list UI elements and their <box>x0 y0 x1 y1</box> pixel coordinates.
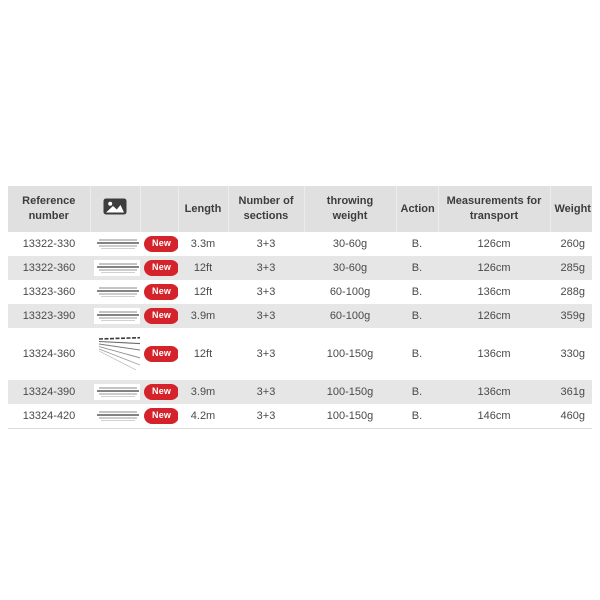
action-cell: B. <box>411 286 423 298</box>
column-header-transport: Measurements for transport <box>438 186 550 232</box>
new-badge: New <box>144 408 178 424</box>
sections-cell: 3+3 <box>256 262 276 274</box>
sections-cell: 3+3 <box>256 348 276 360</box>
rod-thumbnail[interactable] <box>94 408 140 424</box>
column-header-length: Length <box>178 186 228 232</box>
ref-cell: 13323-360 <box>22 286 76 298</box>
weight-cell: 330g <box>560 348 585 360</box>
table-row <box>8 380 592 404</box>
sections-cell: 3+3 <box>256 310 276 322</box>
weight-cell: 361g <box>560 386 585 398</box>
new-badge: New <box>144 284 178 300</box>
ref-cell: 13324-420 <box>22 410 76 422</box>
weight-cell: 260g <box>560 238 585 250</box>
length-cell: 12ft <box>193 286 213 298</box>
rod-thumbnail[interactable] <box>94 284 140 300</box>
product-table-container <box>8 186 592 429</box>
new-badge: New <box>144 346 178 362</box>
column-header-image <box>90 186 140 232</box>
length-cell: 12ft <box>193 348 213 360</box>
product-table <box>8 186 592 429</box>
column-header-sections: Number of sections <box>228 186 304 232</box>
transport-cell: 126cm <box>477 262 511 274</box>
new-badge-cell <box>140 256 178 280</box>
sections-cell: 3+3 <box>256 410 276 422</box>
new-badge: New <box>144 308 178 324</box>
column-header-throwing: throwing weight <box>304 186 396 232</box>
column-header-ref: Reference number <box>8 186 90 232</box>
new-badge-cell <box>140 328 178 380</box>
throwing-cell: 30-60g <box>332 262 368 274</box>
action-cell: B. <box>411 410 423 422</box>
weight-cell: 359g <box>560 310 585 322</box>
table-row <box>8 256 592 280</box>
action-cell: B. <box>411 310 423 322</box>
throwing-cell: 100-150g <box>326 386 374 398</box>
product-thumbnail-cell <box>90 232 140 256</box>
new-badge: New <box>144 384 178 400</box>
action-cell: B. <box>411 238 423 250</box>
product-thumbnail-cell <box>90 328 140 380</box>
column-header-badge-spacer <box>140 186 178 232</box>
throwing-cell: 60-100g <box>329 286 371 298</box>
new-badge-cell <box>140 280 178 304</box>
transport-cell: 136cm <box>477 386 511 398</box>
table-row <box>8 280 592 304</box>
sections-cell: 3+3 <box>256 238 276 250</box>
new-badge-cell <box>140 380 178 404</box>
ref-cell: 13323-390 <box>22 310 76 322</box>
ref-cell: 13322-360 <box>22 262 76 274</box>
product-thumbnail-cell <box>90 256 140 280</box>
action-cell: B. <box>411 386 423 398</box>
throwing-cell: 30-60g <box>332 238 368 250</box>
rod-thumbnail[interactable] <box>94 384 140 400</box>
throwing-cell: 60-100g <box>329 310 371 322</box>
length-cell: 3.9m <box>190 310 216 322</box>
table-row <box>8 404 592 429</box>
throwing-cell: 100-150g <box>326 410 374 422</box>
ref-cell: 13324-390 <box>22 386 76 398</box>
transport-cell: 126cm <box>477 310 511 322</box>
rod-thumbnail[interactable] <box>94 308 140 324</box>
table-row <box>8 304 592 328</box>
product-thumbnail-cell <box>90 404 140 429</box>
rod-thumbnail[interactable] <box>94 236 140 252</box>
transport-cell: 146cm <box>477 410 511 422</box>
new-badge-cell <box>140 304 178 328</box>
table-header-row <box>8 186 592 232</box>
transport-cell: 126cm <box>477 238 511 250</box>
new-badge: New <box>144 260 178 276</box>
new-badge-cell <box>140 232 178 256</box>
throwing-cell: 100-150g <box>326 348 374 360</box>
length-cell: 12ft <box>193 262 213 274</box>
table-row <box>8 232 592 256</box>
length-cell: 3.9m <box>190 386 216 398</box>
ref-cell: 13322-330 <box>22 238 76 250</box>
column-header-action: Action <box>396 186 438 232</box>
length-cell: 4.2m <box>190 410 216 422</box>
new-badge-cell <box>140 404 178 429</box>
length-cell: 3.3m <box>190 238 216 250</box>
column-header-weight: Weight <box>550 186 592 232</box>
sections-cell: 3+3 <box>256 286 276 298</box>
new-badge: New <box>144 236 178 252</box>
product-thumbnail-cell <box>90 304 140 328</box>
transport-cell: 136cm <box>477 286 511 298</box>
product-thumbnail-cell <box>90 280 140 304</box>
table-row <box>8 328 592 380</box>
product-thumbnail-cell <box>90 380 140 404</box>
action-cell: B. <box>411 262 423 274</box>
weight-cell: 460g <box>560 410 585 422</box>
transport-cell: 136cm <box>477 348 511 360</box>
rod-thumbnail[interactable] <box>94 260 140 276</box>
action-cell: B. <box>411 348 423 360</box>
sections-cell: 3+3 <box>256 386 276 398</box>
weight-cell: 285g <box>560 262 585 274</box>
weight-cell: 288g <box>560 286 585 298</box>
rod-fan-thumbnail[interactable] <box>94 334 140 374</box>
ref-cell: 13324-360 <box>22 348 76 360</box>
image-icon <box>103 198 127 215</box>
